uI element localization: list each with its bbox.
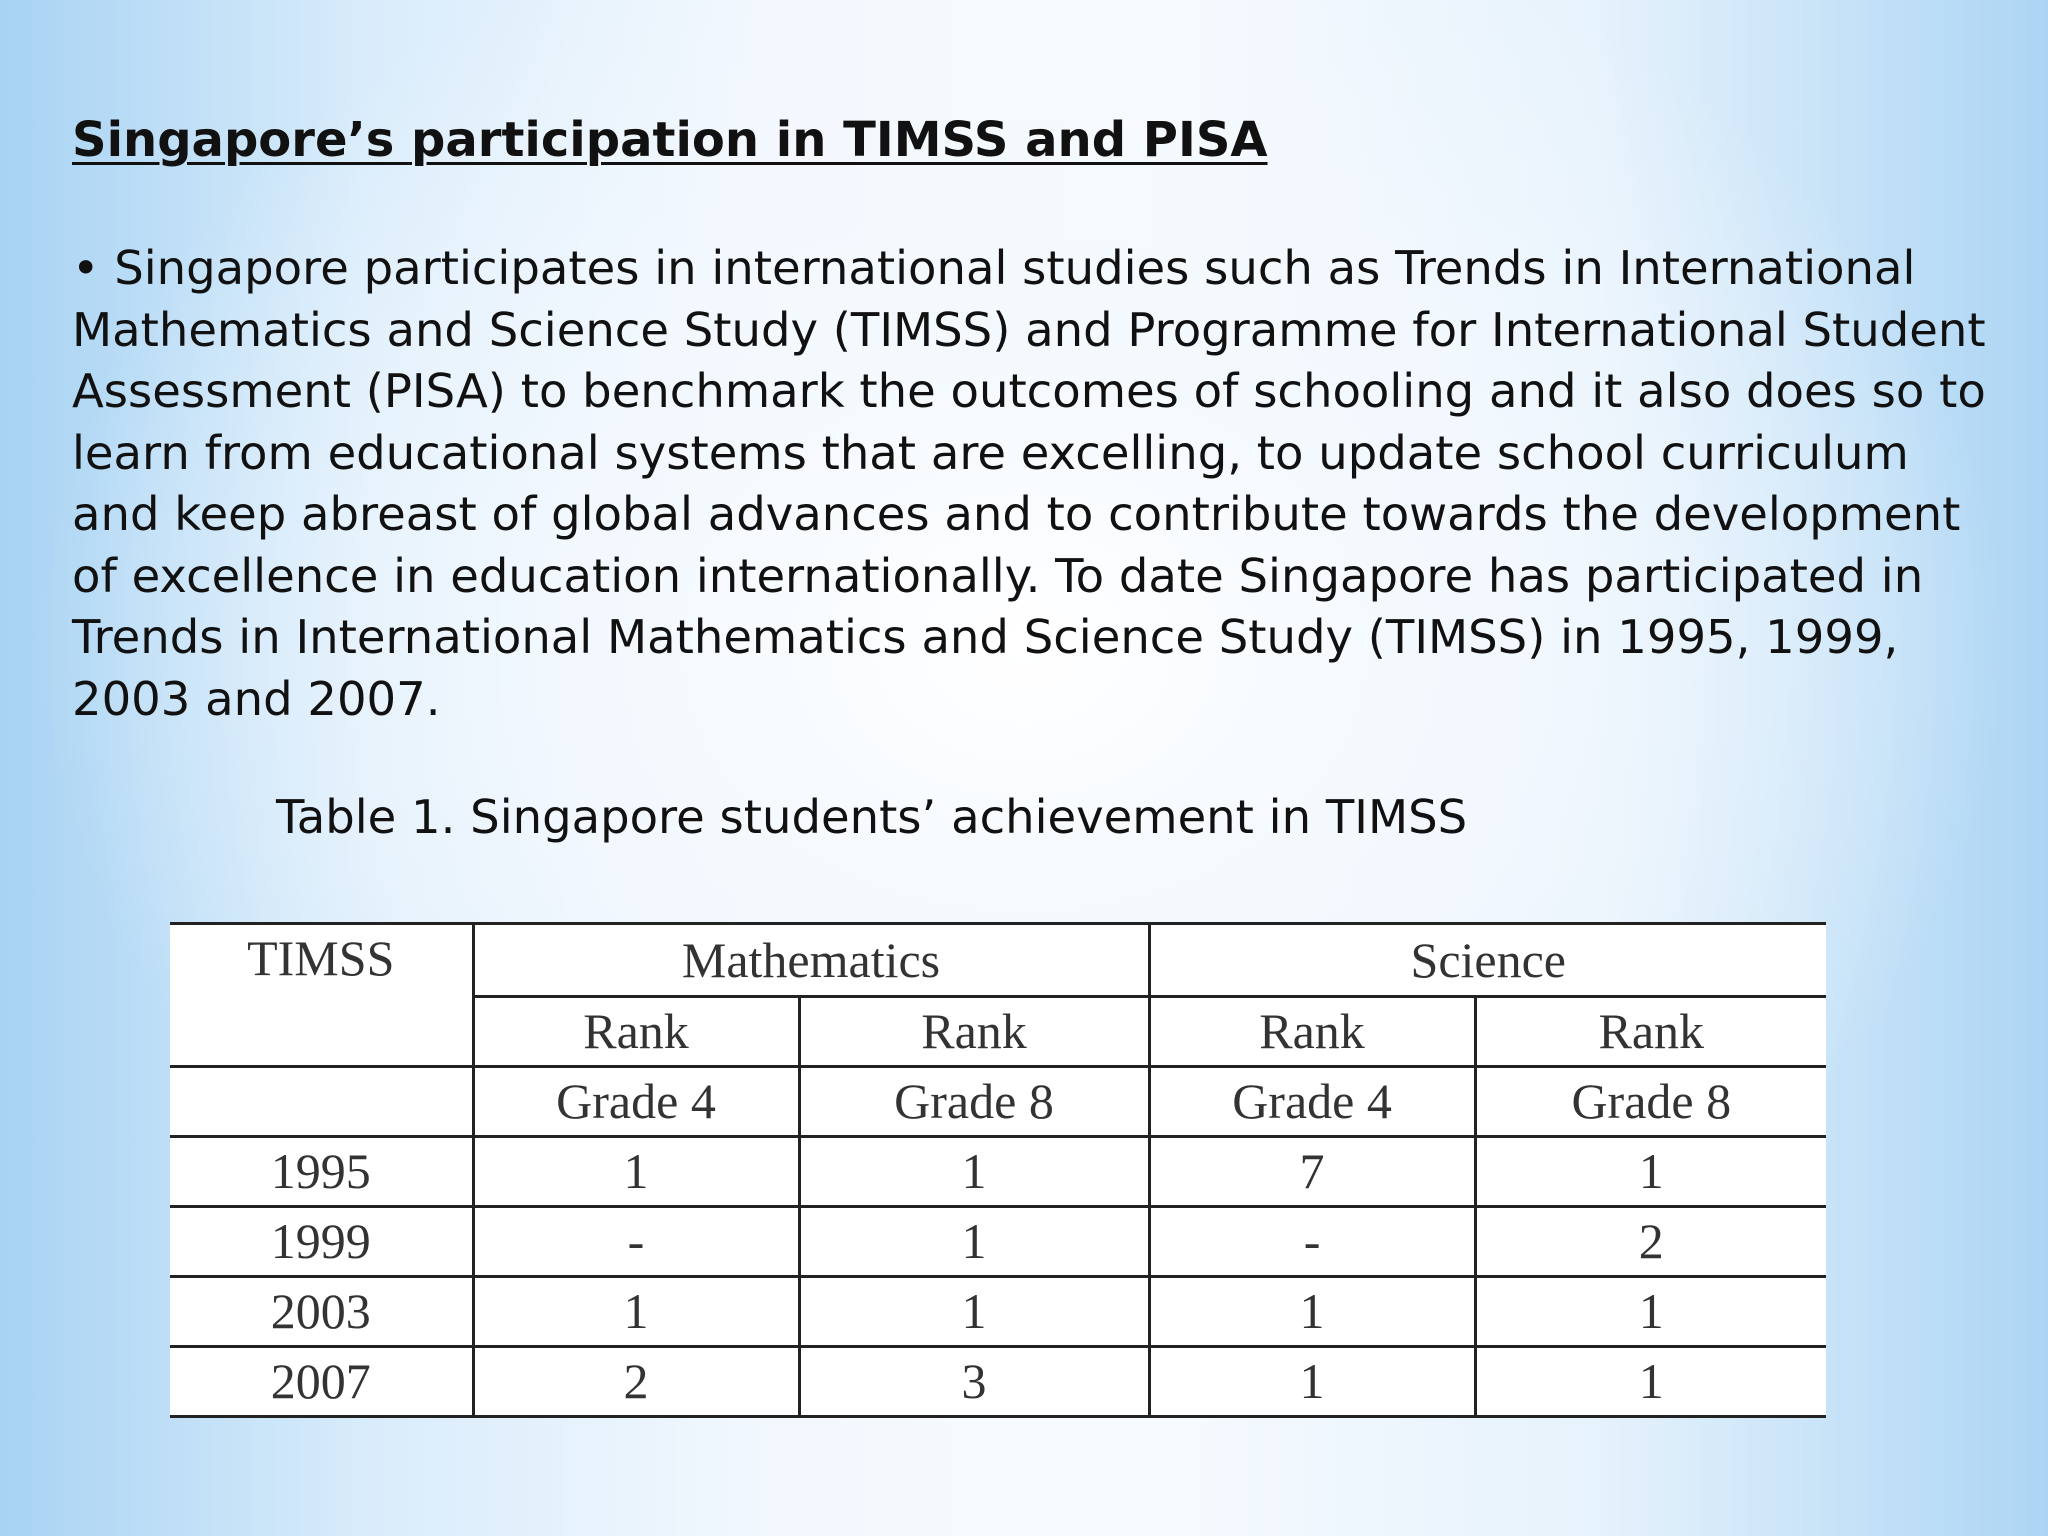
year-cell: 2003 (170, 1276, 473, 1346)
paragraph-line: 2003 and 2007. (72, 671, 441, 726)
rank-cell: - (473, 1206, 799, 1276)
rank-cell: 2 (1475, 1206, 1826, 1276)
body-paragraph (72, 238, 1986, 730)
rank-cell: 7 (1149, 1136, 1475, 1206)
paragraph-line: learn from educational systems that are excelling, to update school curriculum (72, 425, 1909, 480)
timss-achievement-table (170, 922, 1826, 1418)
header-rank: Rank (799, 996, 1149, 1066)
rank-cell: 1 (1149, 1276, 1475, 1346)
rank-cell: 1 (1475, 1276, 1826, 1346)
header-rank: Rank (1475, 996, 1826, 1066)
table-caption: Table 1. Singapore students’ achievement in TIMSS (276, 790, 1468, 844)
rank-cell: 1 (799, 1206, 1149, 1276)
rank-cell: 1 (799, 1276, 1149, 1346)
header-empty-cell (170, 1066, 473, 1136)
header-grade: Grade 4 (1149, 1066, 1475, 1136)
table-row (170, 1206, 1826, 1276)
table-header-row-rank (170, 996, 1826, 1066)
paragraph-line: • Singapore participates in international studies such as Trends in International (72, 241, 1916, 295)
table-row (170, 1346, 1826, 1416)
year-cell: 1999 (170, 1206, 473, 1276)
rank-cell: 2 (473, 1346, 799, 1416)
table-row (170, 1276, 1826, 1346)
header-science: Science (1149, 924, 1826, 997)
header-empty-cell (170, 996, 473, 1066)
rank-cell: 1 (1149, 1346, 1475, 1416)
year-cell: 2007 (170, 1346, 473, 1416)
rank-cell: 1 (473, 1276, 799, 1346)
header-grade: Grade 4 (473, 1066, 799, 1136)
year-cell: 1995 (170, 1136, 473, 1206)
paragraph-line: and keep abreast of global advances and to contribute towards the development (72, 487, 1961, 541)
header-rank: Rank (1149, 996, 1475, 1066)
header-grade: Grade 8 (1475, 1066, 1826, 1136)
table-header-row-grade (170, 1066, 1826, 1136)
table-row (170, 1136, 1826, 1206)
paragraph-line: Mathematics and Science Study (TIMSS) and Programme for International Student (72, 302, 1986, 357)
rank-cell: 3 (799, 1346, 1149, 1416)
header-grade: Grade 8 (799, 1066, 1149, 1136)
paragraph-line: Trends in International Mathematics and Science Study (TIMSS) in 1995, 1999, (72, 610, 1899, 664)
rank-cell: 1 (1475, 1136, 1826, 1206)
slide-title: Singapore’s participation in TIMSS and PISA (72, 112, 1268, 168)
header-mathematics: Mathematics (473, 924, 1149, 997)
paragraph-line: Assessment (PISA) to benchmark the outcomes of schooling and it also does so to (72, 364, 1986, 418)
table-header-row-groups (170, 924, 1826, 997)
header-timss: TIMSS (170, 924, 473, 997)
rank-cell: - (1149, 1206, 1475, 1276)
rank-cell: 1 (799, 1136, 1149, 1206)
paragraph-line: of excellence in education internationally. To date Singapore has participated in (72, 548, 1924, 603)
header-rank: Rank (473, 996, 799, 1066)
rank-cell: 1 (473, 1136, 799, 1206)
rank-cell: 1 (1475, 1346, 1826, 1416)
